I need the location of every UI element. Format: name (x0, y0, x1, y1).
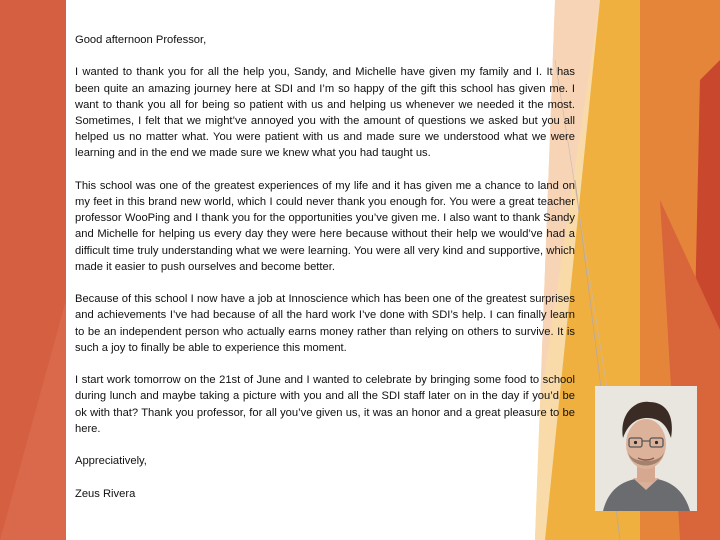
portrait-photo (595, 386, 697, 511)
letter-greeting: Good afternoon Professor, (75, 34, 207, 46)
letter-signature: Zeus Rivera (75, 487, 136, 500)
letter-closing: Appreciatively, (75, 455, 147, 468)
letter-paragraph-2: This school was one of the greatest experiences of my life and it has given me a chance to land on my feet in this brand new world, which I could never thank you enough for. You were a great teacher professor WooPing and I thank you for the opportunities you’ve given me. I also want to thank Sandy and Michelle for helping us every day they were here because without their help we would’ve had a difficult time truly understanding what we were learning. You were all very kind and supportive, which made it easier to push ourselves and become better. (75, 179, 575, 273)
letter-paragraph-4: I start work tomorrow on the 21st of June and I wanted to celebrate by bringing some food to school during lunch and maybe taking a picture with you and all the SDI staff later on in the day if you’d be ok with that? Thank you professor, for all you’ve given us, it was an honor and a great pleasure to be here. (75, 374, 575, 435)
letter-paragraph-1: I wanted to thank you for all the help you, Sandy, and Michelle have given my family and I. It has been quite an amazing journey here at SDI and I’m so happy of the gift this school has given me. I want to thank you all for being so patient with us and helping us whenever we needed it the most. Sometimes, I felt that we might’ve annoyed you with the amount of questions we asked but you all helped us no matter what. You were patient with us and made sure we understood what we were learning and in the end we made sure we knew what you had taught us. (75, 66, 575, 160)
letter-body (75, 32, 575, 502)
letter-paragraph-3: Because of this school I now have a job at Innoscience which has been one of the greatest surprises and achievements I’ve had because of all the hard work I’ve done with SDI’s help. I can finally learn to be an independent person who actually earns money rather than relying on others to survive. It is such a joy to finally be able to experience this moment. (75, 293, 575, 354)
